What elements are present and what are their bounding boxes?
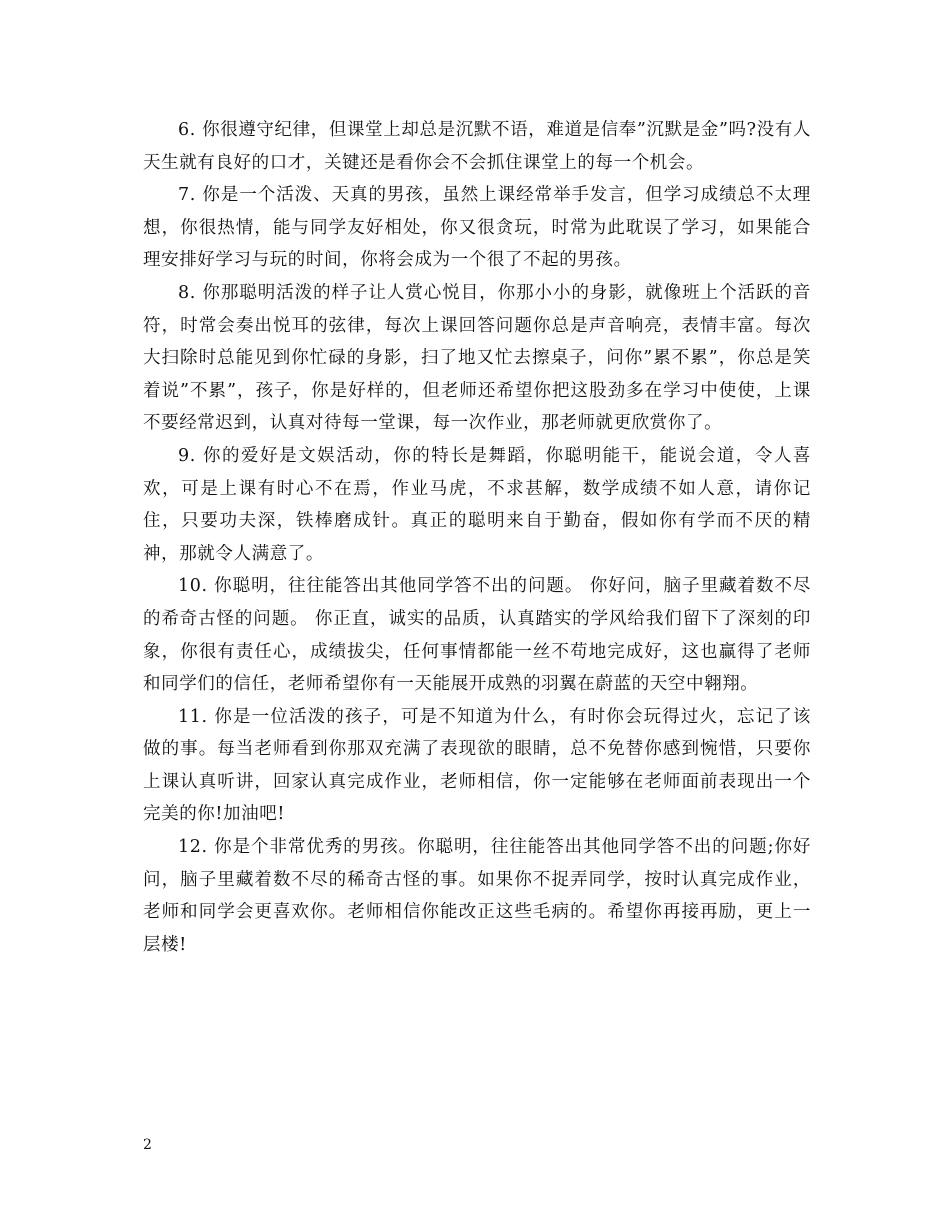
document-body [143,114,811,961]
paragraph-7: 7. 你是一个活泼、天真的男孩，虽然上课经常举手发言，但学习成绩总不太理想，你很热情，能与同学友好相处，你又很贪玩，时常为此耽误了学习，如果能合理安排好学习与玩的时间，你将会成为一个很了不起的男孩。 [143,185,811,271]
paragraph-8: 8. 你那聪明活泼的样子让人赏心悦目，你那小小的身影，就像班上个活跃的音符，时常会奏出悦耳的弦律，每次上课回答问题你总是声音响亮，表情丰富。每次大扫除时总能见到你忙碌的身影，扫了地又忙去擦桌子，问你”累不累”，你总是笑着说”不累”，孩子，你是好样的，但老师还希望你把这股劲多在学习中使使，上课不要经常迟到，认真对待每一堂课，每一次作业，那老师就更欣赏你了。 [143,282,811,434]
paragraph-9: 9. 你的爱好是文娱活动，你的特长是舞蹈，你聪明能干，能说会道，令人喜欢，可是上课有时心不在焉，作业马虎，不求甚解，数学成绩不如人意，请你记住，只要功夫深，铁棒磨成针。真正的聪明来自于勤奋，假如你有学而不厌的精神，那就令人满意了。 [143,445,811,564]
paragraph-12: 12. 你是个非常优秀的男孩。你聪明，往往能答出其他同学答不出的问题;你好问，脑子里藏着数不尽的稀奇古怪的事。如果你不捉弄同学，按时认真完成作业，老师和同学会更喜欢你。老师相信你能改正这些毛病的。希望你再接再励，更上一层楼! [143,837,811,955]
page-number: 2 [143,1137,152,1153]
paragraph-11: 11. 你是一位活泼的孩子，可是不知道为什么，有时你会玩得过火，忘记了该做的事。每当老师看到你那双充满了表现欲的眼睛，总不免替你感到惋惜，只要你上课认真听讲，回家认真完成作业，老师相信，你一定能够在老师面前表现出一个完美的你!加油吧! [143,706,811,825]
paragraph-6: 6. 你很遵守纪律，但课堂上却总是沉默不语，难道是信奉”沉默是金”吗?没有人天生就有良好的口才，关键还是看你会不会抓住课堂上的每一个机会。 [143,120,811,173]
paragraph-10: 10. 你聪明，往往能答出其他同学答不出的问题。 你好问，脑子里藏着数不尽的希奇古怪的问题。 你正直，诚实的品质，认真踏实的学风给我们留下了深刻的印象，你很有责任心，成绩拔尖，任何事情都能一丝不苟地完成好，这也赢得了老师和同学们的信任，老师希望你有一天能展开成熟的羽翼在蔚蓝的天空中翱翔。 [143,576,811,695]
